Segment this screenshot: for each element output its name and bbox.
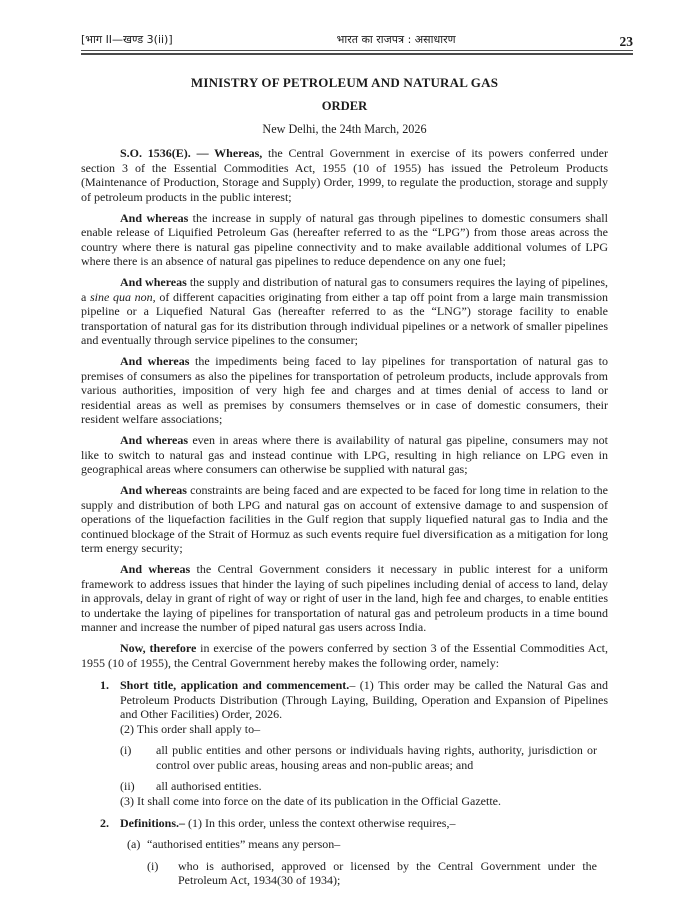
whereas-text: even in areas where there is availability of natural gas pipeline, consumers may not like to switch to natural gas and instead continue with LPG, resulting in high reliance on LPG even in geographical areas where consumers can otherwise be supplied with natural gas; [81, 433, 608, 476]
roman-i-text: all public entities and other persons or individuals having rights, authority, jurisdiction or control over public areas, housing areas and non-public areas; and [156, 743, 597, 772]
roman-ii-text: all authorised entities. [156, 779, 262, 793]
alpha-a-content [147, 837, 597, 888]
order-heading: ORDER [321, 99, 368, 113]
clause-1-sub-3: (3) It shall come into force on the date of its publication in the Official Gazette. [120, 793, 501, 808]
so-number-lead: S.O. 1536(E). — Whereas, [120, 146, 263, 160]
now-therefore-lead: Now, therefore [120, 641, 197, 655]
page-header [81, 33, 633, 48]
whereas-text: the Central Government considers it necessary in public interest for a uniform framework to address issues that hinder the laying of such pipelines including denial of access to land, delay in approvals, delay in grant of right of way or right of user in the land, high fee and charges, to enable entities to undertake the laying of pipelines for transportation of natural gas and petroleum products in a time bound manner and increase the number of piped natural gas users across India. [81, 562, 608, 634]
header-gazette-title: भारत का राजपत्र : असाधारण [336, 33, 456, 46]
whereas-text: the supply and distribution of natural gas to consumers requires the laying of pipelines, a [81, 275, 608, 304]
alpha-a-roman-i-text: who is authorised, approved or licensed by the Central Government under the Petroleum Act, 1934(30 of 1934); [178, 858, 597, 887]
whereas-lead: And whereas [120, 210, 189, 225]
clause-2 [81, 816, 608, 888]
whereas-text: constraints are being faced and are expected to be faced for long time in relation to the supply and distribution of both LPG and natural gas on account of extensive damage to and suspension of operations of the liquefaction facilities in the Gulf region that supply liquefied natural gas to India and the continued blockage of the Strait of Hormuz as such events require fuel diversification as a mitigation for long term energy security; [81, 483, 609, 555]
so-number-text: the Central Government in exercise of its powers conferred under section 3 of the Essential Commodities Act, 1955 (10 of 1955) has issued the Petroleum Products (Maintenance of Production, Storage and Supply) Order, 1999, to regulate the production, storage and supply of petroleum products in the public interest; [81, 146, 608, 204]
whereas-lead: And whereas [120, 483, 187, 497]
clause-2-alpha-list [120, 837, 608, 888]
paragraph-whereas-4 [81, 354, 608, 427]
clause-2-content [120, 816, 608, 888]
page-number: 23 [619, 33, 633, 49]
alpha-a-label: (a) [127, 837, 141, 851]
roman-i-label: (i) [120, 743, 132, 757]
alpha-a-roman-i-label: (i) [147, 858, 159, 873]
whereas-text: the increase in supply of natural gas through pipelines to domestic consumers shall enable release of Liquified Petroleum Gas (hereafter referred to as the “LPG”) from those areas across the country where there is natural gas pipeline connectivity and to make available additional volumes of LPG where there is an absence of natural gas pipelines to reduce dependence on any one fuel; [81, 210, 608, 268]
clause-1-text: – (1) This order may be called the Natural Gas and Petroleum Products Distribution (Through Laying, Building, Operation and Expansion of Pipelines and Other Facilities) Order, 2026. [120, 678, 608, 721]
whereas-lead: And whereas [120, 433, 189, 447]
clause-1-sub-2: (2) This order shall apply to– [120, 721, 261, 736]
header-double-rule [81, 50, 633, 55]
paragraph-whereas-2 [81, 211, 608, 269]
whereas-lead: And whereas [120, 275, 187, 289]
list-item-roman-i [120, 743, 597, 772]
alpha-a-text: “authorised entities” means any person– [147, 837, 341, 851]
order-clause-list [81, 678, 608, 888]
paragraph-so-number [81, 146, 608, 204]
list-item-alpha-a [127, 837, 597, 888]
list-item-alpha-a-roman-i [147, 859, 597, 888]
paragraph-whereas-5 [81, 433, 608, 477]
paragraph-whereas-3 [81, 275, 608, 348]
ministry-title: MINISTRY OF PETROLEUM AND NATURAL GAS [190, 74, 499, 90]
clause-1-title: Short title, application and commencement. [120, 678, 350, 692]
roman-ii-label: (ii) [120, 779, 135, 793]
whereas-lead: And whereas [120, 562, 191, 576]
clause-1-number: 1. [100, 678, 109, 692]
clause-1-title-paragraph [120, 678, 608, 722]
paragraph-whereas-7 [81, 562, 608, 635]
clause-1-content [120, 678, 608, 808]
clause-1-roman-list [120, 743, 608, 794]
paragraph-now-therefore [81, 641, 608, 670]
clause-2-text: (1) In this order, unless the context otherwise requires,– [185, 815, 456, 830]
latin-phrase: sine qua non, [90, 289, 156, 304]
clause-2-title: Definitions.– [120, 815, 186, 830]
header-part-section: [भाग II—खण्ड 3(ii)] [81, 33, 173, 46]
dateline: New Delhi, the 24th March, 2026 [262, 121, 427, 136]
clause-2-number: 2. [100, 815, 109, 830]
clause-1 [81, 678, 608, 808]
list-item-roman-ii [120, 779, 597, 794]
paragraph-whereas-6 [81, 483, 608, 556]
whereas-text: of different capacities originating from either a tap off point from a large main transmission pipeline or a Liquefied Natural Gas (hereafter referred to as the “LNG”) storage facility to enable transportation of natural gas for its distribution through individual pipelines or a network of smaller pipelines and eventually through service pipelines to the consumer; [81, 289, 608, 347]
whereas-lead: And whereas [120, 354, 190, 368]
whereas-text: the impediments being faced to lay pipelines for transportation of natural gas to premises of consumers as also the pipelines for transportation of petroleum products, include approvals from various authorities, imposition of very high fee and charges and at times denial of access to land or residential areas as well as premises by consumers themselves or in case of domestic consumers, their resident welfare associations; [81, 354, 608, 426]
now-therefore-text: in exercise of the powers conferred by section 3 of the Essential Commodities Act, 1955 (10 of 1955), the Central Government hereby makes the following order, namely: [81, 641, 608, 670]
clause-2-title-paragraph [120, 816, 608, 831]
